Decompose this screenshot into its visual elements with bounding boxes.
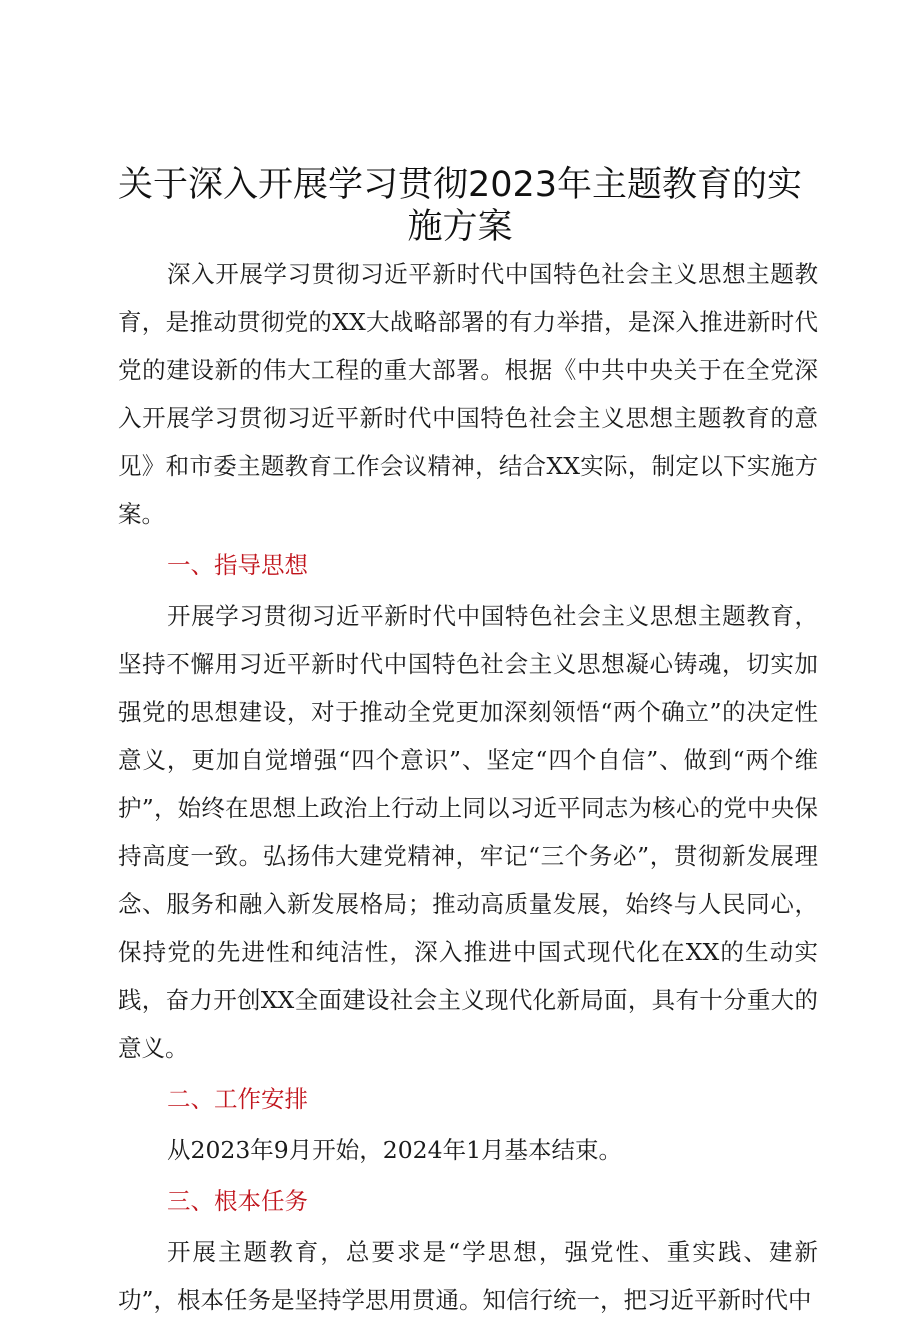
intro-paragraph: 深入开展学习贯彻习近平新时代中国特色社会主义思想主题教育，是推动贯彻党的XX大战略部署的有力举措，是深入推进新时代党的建设新的伟大工程的重大部署。根据《中共中央关于在全党深入开展学习贯彻习近平新时代中国特色社会主义思想主题教育的意见》和市委主题教育工作会议精神，结合XX实际，制定以下实施方案。	[118, 260, 818, 528]
section-paragraph-work-arrangement: 从2023年9月开始，2024年1月基本结束。	[167, 1136, 623, 1164]
document-body	[118, 250, 818, 1324]
document-title: 关于深入开展学习贯彻2023年主题教育的实施方案	[117, 165, 803, 247]
section-heading-work-arrangement: 二、工作安排	[167, 1085, 308, 1113]
section-heading-guiding-ideology: 一、指导思想	[167, 551, 308, 579]
section-paragraph-guiding-ideology: 开展学习贯彻习近平新时代中国特色社会主义思想主题教育，坚持不懈用习近平新时代中国特色社会主义思想凝心铸魂，切实加强党的思想建设，对于推动全党更加深刻领悟“两个确立”的决定性意义，更加自觉增强“四个意识”、坚定“四个自信”、做到“两个维护”，始终在思想上政治上行动上同以习近平同志为核心的党中央保持高度一致。弘扬伟大建党精神，牢记“三个务必”，贯彻新发展理念、服务和融入新发展格局；推动高质量发展，始终与人民同心，保持党的先进性和纯洁性，深入推进中国式现代化在XX的生动实践，奋力开创XX全面建设社会主义现代化新局面，具有十分重大的意义。	[118, 602, 818, 1062]
section-heading-fundamental-task: 三、根本任务	[167, 1187, 308, 1215]
section-paragraph-fundamental-task: 开展主题教育，总要求是“学思想，强党性、重实践、建新功”，根本任务是坚持学思用贯通。知信行统一，把习近平新时代中	[118, 1238, 818, 1314]
